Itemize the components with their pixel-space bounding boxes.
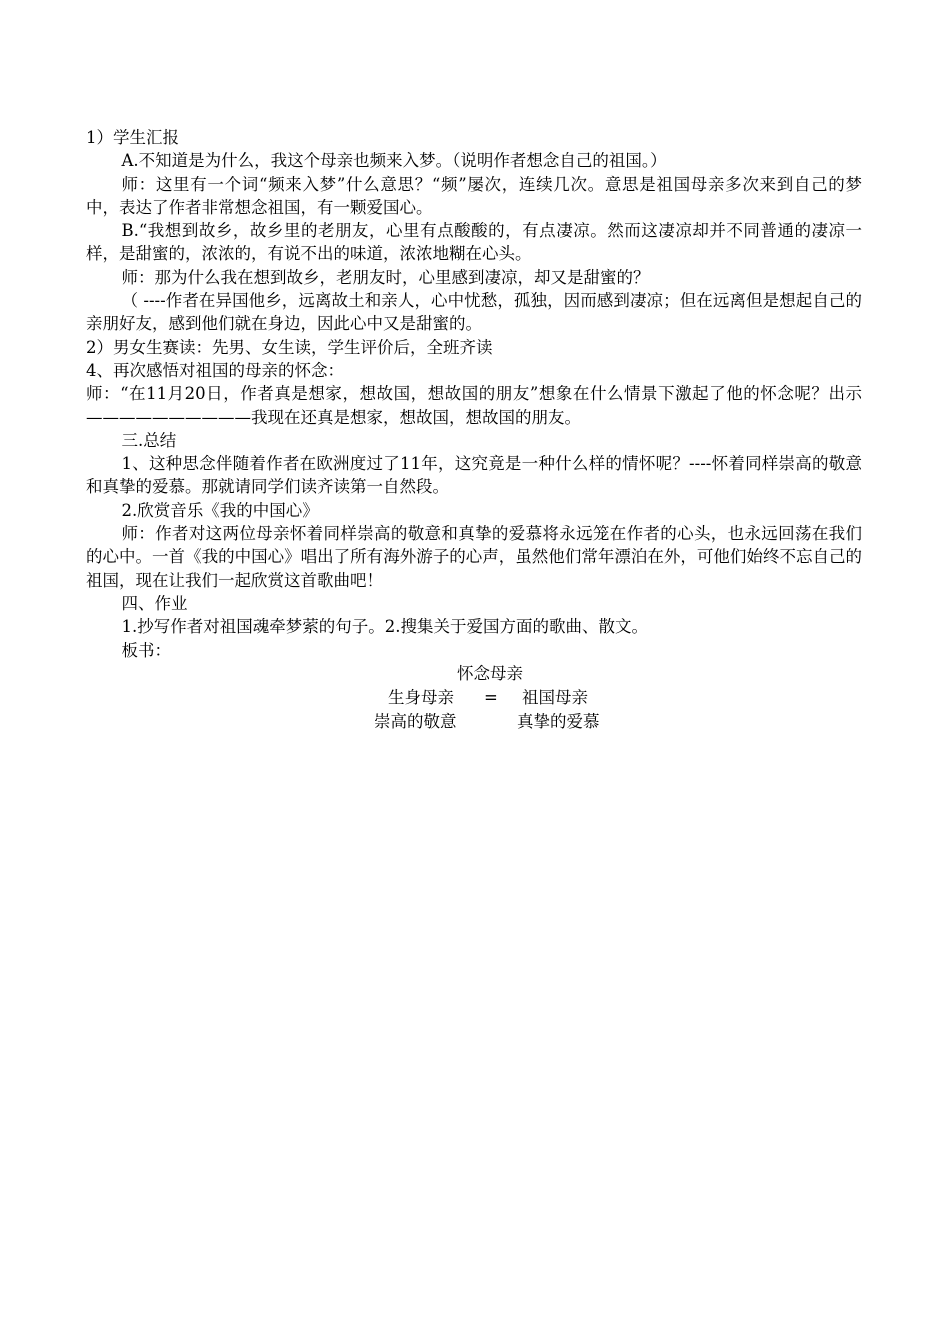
- board-birth-mother: 生身母亲: [388, 687, 454, 707]
- paragraph-teacher-2: 师：那为什么我在想到故乡，老朋友时，心里感到凄凉，却又是甜蜜的？: [121, 267, 650, 287]
- board-motherland: 祖国母亲: [522, 687, 588, 707]
- paragraph-reading-contest: 2）男女生赛读：先男、女生读，学生评价后，全班齐读: [86, 337, 493, 357]
- document-body: [86, 126, 862, 734]
- paragraph-answer: （ ----作者在异国他乡，远离故土和亲人，心中忧愁，孤独，因而感到凄凉；但在远离但是想起自己的亲朋好友，感到他们就在身边，因此心中又是甜蜜的。: [86, 291, 862, 334]
- paragraph-a: A.不知道是为什么，我这个母亲也频来入梦。（说明作者想念自己的祖国。）: [121, 151, 667, 171]
- heading-board: 板书：: [121, 640, 171, 660]
- board-love: 真挚的爱慕: [517, 711, 600, 731]
- board-line-1: [86, 686, 862, 710]
- paragraph-teacher-4: 师：作者对这两位母亲怀着同样崇高的敬意和真挚的爱慕将永远笼在作者的心头，也永远回荡在我们的心中。一首《我的中国心》唱出了所有海外游子的心声，虽然他们常年漂泊在外，可他们始终不忘自己的祖国，现在让我们一起欣赏这首歌曲吧！: [86, 524, 862, 590]
- board-title: 怀念母亲: [457, 663, 523, 683]
- paragraph-homework: 1.抄写作者对祖国魂牵梦萦的句子。2.搜集关于爱国方面的歌曲、散文。: [121, 617, 648, 637]
- paragraph-summary-2: 2.欣赏音乐《我的中国心》: [121, 500, 319, 520]
- paragraph-section-4: 4、再次感悟对祖国的母亲的怀念：: [86, 360, 344, 380]
- heading-homework: 四、作业: [121, 593, 188, 613]
- paragraph-summary-1: 1、这种思念伴随着作者在欧洲度过了11年，这究竟是一种什么样的情怀呢？----怀着同样崇高的敬意和真挚的爱慕。那就请同学们读齐读第一自然段。: [86, 454, 862, 497]
- board-line-2: [86, 710, 862, 734]
- heading-summary: 三.总结: [121, 430, 177, 450]
- board-respect: 崇高的敬意: [374, 711, 457, 731]
- paragraph-teacher-3: 师：“在11月20日，作者真是想家，想故国，想故国的朋友”想象在什么情景下激起了他的怀念呢？出示——————————我现在还真是想家，想故国，想故国的朋友。: [86, 384, 862, 427]
- board-summary: [86, 662, 862, 734]
- paragraph-student-report: 1）学生汇报: [86, 128, 179, 147]
- board-title-line: [86, 662, 862, 686]
- board-equals: =: [484, 687, 498, 707]
- paragraph-b: B.“我想到故乡，故乡里的老朋友，心里有点酸酸的，有点凄凉。然而这凄凉却并不同普通的凄凉一样，是甜蜜的，浓浓的，有说不出的味道，浓浓地糊在心头。: [86, 221, 862, 264]
- paragraph-teacher-1: 师：这里有一个词“频来入梦”什么意思？“频”屡次，连续几次。意思是祖国母亲多次来到自己的梦中，表达了作者非常想念祖国，有一颗爱国心。: [86, 174, 862, 217]
